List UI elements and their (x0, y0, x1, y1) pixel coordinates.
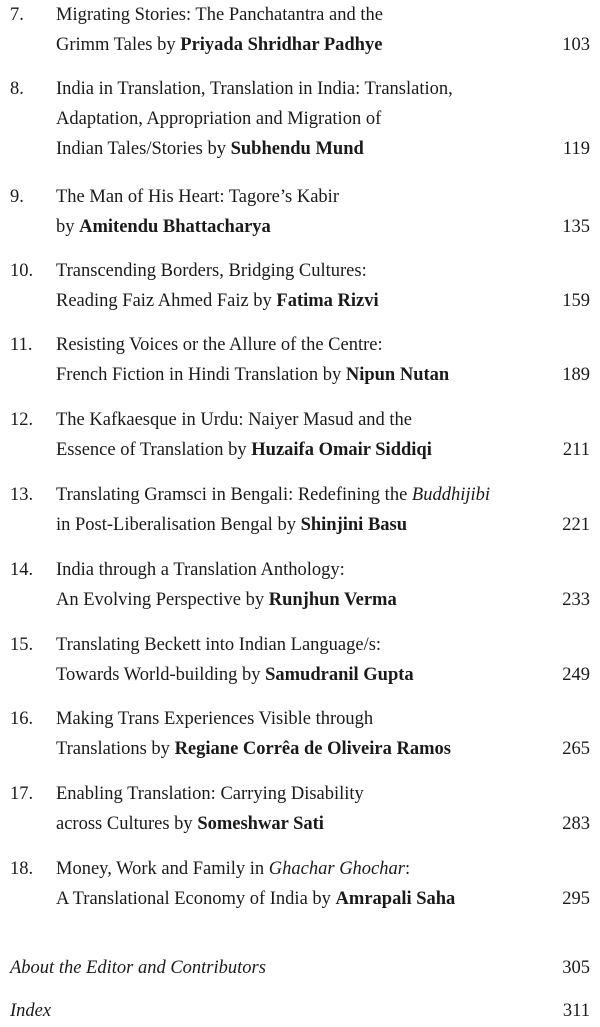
title-line (56, 809, 526, 839)
title-line: Migrating Stories: The Panchatantra and the (56, 5, 383, 25)
page-number: 211 (562, 440, 590, 460)
title-line: India in Translation, Translation in India: Translation, (56, 79, 453, 99)
entry-title (56, 630, 526, 690)
toc-entry (0, 630, 600, 692)
title-italic: Ghachar Ghochar (268, 859, 405, 879)
page-number: 221 (562, 515, 590, 535)
title-text: by (56, 217, 80, 237)
entry-number: 12. (10, 410, 34, 430)
entry-number: 11. (10, 335, 33, 355)
entry-number: 15. (10, 635, 34, 655)
author-name: Shinjini Basu (300, 515, 408, 535)
author-name: Someshwar Sati (197, 814, 324, 834)
entry-title (56, 779, 526, 839)
toc-entry (0, 256, 600, 318)
title-line (56, 660, 526, 690)
title-text: Essence of Translation by (56, 440, 252, 460)
entry-title (56, 555, 526, 615)
title-text: French Fiction in Hindi Translation by (56, 365, 346, 385)
page-number: 249 (562, 665, 590, 685)
title-line: The Kafkaesque in Urdu: Naiyer Masud and the (56, 410, 413, 430)
title-line (56, 435, 526, 465)
title-text: across Cultures by (56, 814, 198, 834)
title-line: India through a Translation Anthology: (56, 560, 345, 580)
title-italic: Buddhijibi (411, 485, 491, 505)
title-line (56, 212, 526, 242)
backmatter-title: Index (10, 1001, 52, 1021)
entry-title (56, 704, 526, 764)
entry-number: 16. (10, 709, 34, 729)
entry-number: 17. (10, 784, 34, 804)
page-number: 283 (562, 814, 590, 834)
title-text: Money, Work and Family in (56, 859, 269, 879)
page-number: 135 (562, 217, 590, 237)
title-text: Indian Tales/Stories by (56, 139, 231, 159)
author-name: Regiane Corrêa de Oliveira Ramos (174, 739, 451, 759)
page-number: 119 (562, 139, 590, 159)
entry-number: 14. (10, 560, 34, 580)
title-text: An Evolving Perspective by (56, 590, 269, 610)
entry-title (56, 0, 526, 60)
entry-number: 18. (10, 859, 34, 879)
author-name: Amrapali Saha (335, 889, 456, 909)
page-number: 233 (562, 590, 590, 610)
page-number: 311 (562, 1001, 590, 1021)
title-text: : (404, 859, 411, 879)
entry-title (56, 405, 526, 465)
title-line (56, 510, 526, 540)
title-line (56, 585, 526, 615)
entry-number: 7. (10, 5, 24, 25)
title-text: A Translational Economy of India by (56, 889, 336, 909)
toc-entry (0, 182, 600, 244)
title-line: The Man of His Heart: Tagore’s Kabir (56, 187, 339, 207)
toc-entry (0, 555, 600, 617)
toc-entry (0, 480, 600, 542)
page-number: 159 (562, 291, 590, 311)
toc-entry (0, 330, 600, 392)
title-line (56, 480, 526, 510)
title-line (56, 134, 526, 164)
page-number: 295 (562, 889, 590, 909)
backmatter-title: About the Editor and Contributors (10, 958, 266, 978)
author-name: Samudranil Gupta (265, 665, 414, 685)
author-name: Fatima Rizvi (276, 291, 379, 311)
title-line (56, 286, 526, 316)
toc-entry (0, 779, 600, 841)
entry-title (56, 330, 526, 390)
title-text: Translating Gramsci in Bengali: Redefining the (56, 485, 412, 505)
title-line (56, 734, 526, 764)
author-name: Nipun Nutan (345, 365, 450, 385)
title-line: Translating Beckett into Indian Language/s: (56, 635, 382, 655)
title-line (56, 30, 526, 60)
title-line: Transcending Borders, Bridging Cultures: (56, 261, 367, 281)
entry-title (56, 182, 526, 242)
entry-number: 10. (10, 261, 34, 281)
title-line: Making Trans Experiences Visible through (56, 709, 374, 729)
entry-title (56, 256, 526, 316)
title-line (56, 884, 526, 914)
page-number: 189 (562, 365, 590, 385)
author-name: Runjhun Verma (268, 590, 397, 610)
entry-title (56, 854, 526, 914)
title-line: Resisting Voices or the Allure of the Centre: (56, 335, 383, 355)
toc-entry (0, 74, 600, 166)
title-text: Grimm Tales by (56, 35, 181, 55)
author-name: Amitendu Bhattacharya (79, 217, 271, 237)
page-number: 305 (562, 958, 590, 978)
title-text: Reading Faiz Ahmed Faiz by (56, 291, 277, 311)
title-line: Enabling Translation: Carrying Disability (56, 784, 364, 804)
entry-number: 8. (10, 79, 24, 99)
toc-entry (0, 405, 600, 467)
entry-title (56, 74, 526, 164)
toc-entry (0, 0, 600, 62)
entry-number: 13. (10, 485, 34, 505)
title-text: Translations by (56, 739, 175, 759)
page-number: 103 (562, 35, 590, 55)
author-name: Huzaifa Omair Siddiqi (251, 440, 432, 460)
title-line: Adaptation, Appropriation and Migration of (56, 109, 382, 129)
toc-entry (0, 854, 600, 916)
entry-number: 9. (10, 187, 24, 207)
author-name: Priyada Shridhar Padhye (180, 35, 383, 55)
author-name: Subhendu Mund (230, 139, 364, 159)
title-text: Towards World-building by (56, 665, 266, 685)
page-number: 265 (562, 739, 590, 759)
title-line (56, 360, 526, 390)
title-line (56, 854, 526, 884)
toc-entry (0, 704, 600, 766)
title-text: in Post-Liberalisation Bengal by (56, 515, 301, 535)
entry-title (56, 480, 526, 540)
